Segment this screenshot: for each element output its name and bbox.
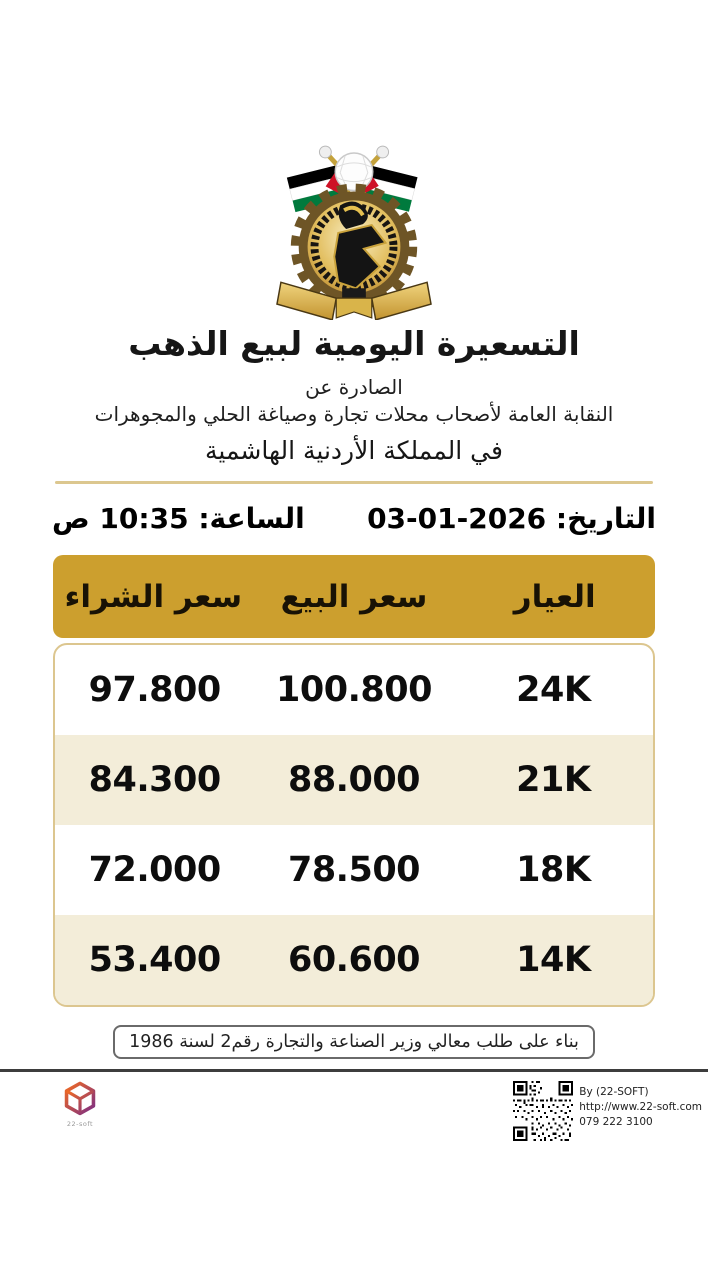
sell-price-cell: 100.800 [276,670,432,710]
footer [0,1072,708,1141]
col-header-karat: العيار [513,578,596,615]
gold-divider [55,481,653,484]
qr-code-icon [513,1081,573,1141]
date-field [367,502,656,535]
credit-text [579,1081,702,1131]
buy-price-cell: 97.800 [88,670,221,710]
organization-name: النقابة العامة لأصحاب محلات تجارة وصياغة الحلي والمجوهرات [94,402,614,426]
sell-price-cell: 60.600 [287,940,421,980]
karat-cell: 18K [516,850,591,890]
col-header-buy-price: سعر الشراء [64,578,243,615]
buy-price-cell: 84.300 [88,760,221,800]
sell-price-cell: 78.500 [287,850,421,890]
buy-price-cell: 72.000 [88,850,221,890]
brand-block [58,1081,102,1128]
time-label: الساعة: [198,502,305,535]
buy-price-cell: 53.400 [88,940,221,980]
legal-note: بناء على طلب معالي وزير الصناعة والتجارة رقم2 لسنة 1986 [113,1025,595,1059]
col-header-sell-price: سعر البيع [280,578,428,615]
table-row-24k [55,645,653,735]
date-label: التاريخ: [555,502,656,535]
table-row-18k [55,825,653,915]
country-line: في المملكة الأردنية الهاشمية [205,436,503,465]
credit-url: http://www.22-soft.com [579,1101,702,1114]
date-time-row [52,502,656,535]
time-value: 10:35 ص [52,502,189,535]
22-soft-cube-icon [64,1081,96,1119]
credit-phone: 079 222 3100 [579,1116,653,1129]
date-value: 03-01-2026 [367,502,547,535]
time-field [52,502,305,535]
table-row-21k [55,735,653,825]
sell-price-cell: 88.000 [287,760,421,800]
karat-cell: 14K [516,940,591,980]
diamond-icon [335,153,373,191]
note-wrapper [0,1025,708,1059]
brand-name: 22-soft [66,1120,94,1128]
karat-cell: 24K [516,670,591,710]
price-table [53,643,655,1007]
price-table-header [53,555,655,638]
credit-block [513,1081,702,1141]
karat-cell: 21K [516,760,591,800]
credit-by-line: By (22-SOFT) [579,1086,649,1098]
page-title: التسعيرة اليومية لبيع الذهب [128,324,580,363]
table-row-14k [55,915,653,1005]
jewelers-syndicate-emblem-icon [275,142,433,320]
issued-by-line: الصادرة عن [305,375,403,399]
